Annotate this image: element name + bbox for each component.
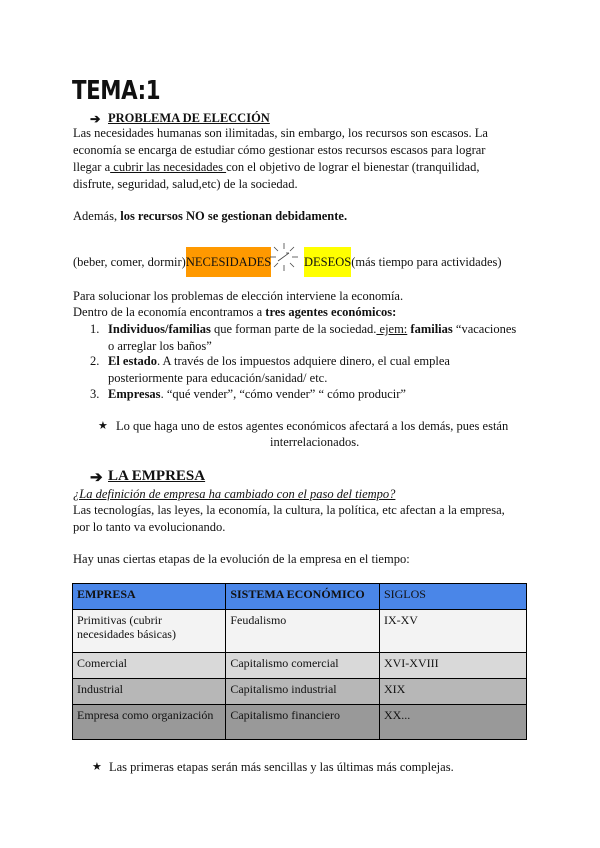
paragraph-line: Las tecnologías, las leyes, la economía, la cultura, la política, etc afectan a la empresa, [73, 503, 505, 517]
burst-icon [268, 242, 300, 272]
page-title: TEMA:1 [72, 76, 161, 106]
table-cell: Primitivas (cubrir necesidades básicas) [73, 610, 226, 653]
table-cell: XX... [379, 705, 526, 740]
document-page: TEMA:1 ➔ PROBLEMA DE ELECCIÓN Las necesidades humanas son ilimitadas, sin embargo, los recursos son escasos. La economía se encarga de estudiar cómo gestionar estos recursos escasos para lograr llegar a cubrir las necesidades con el objetivo de lograr el bienestar (tranquilidad, disfrute, seguridad, salud,etc) de la sociedad. Además, los recursos NO se gestionan debidamente. (beber, comer, dormir)NECESIDADES DESEOS(más tiempo para actividades) Para solucionar los problemas de elección interviene la economía. Dentro de la economía encontramos a tres agentes económicos: 1. Individuos/familias que forman parte de la sociedad. ejem: familias “vacaciones o arreglar los baños” 2. El estado. A través de los impuestos adquiere dinero, el cual emplea posteriormente para educación/sanidad/ etc. 3. Empresas. “qué vender”, “cómo vender” “ cómo producir” ★ Lo que haga uno de estos agentes económicos afectará a los demás, pues están interrelacionados. ➔ LA EMPRESA ¿La definición de empresa ha cambiado con el paso del tiempo? Las tecnologías, las leyes, la economía, la cultura, la política, etc afectan a la empresa, por lo tanto va evolucionando. Hay unas ciertas etapas de la evolución de la empresa en el tiempo: EMPRESA SISTEMA ECONÓMICO SIGLOS Primitivas (cubrir necesidades básicas) Feudalismo IX-XV Comercial Capitalismo comercial XVI-XVIII Industrial Capitalismo industrial XIX Empresa como organización Capitalismo financiero XX... ★ Las primeras etapas serán más sencillas y las últimas más complejas. [0, 0, 600, 848]
table-row [73, 653, 527, 679]
table-header-cell: SISTEMA ECONÓMICO [226, 584, 380, 610]
needs-wants-line: (beber, comer, dormir)NECESIDADES [73, 255, 271, 270]
arrow-icon: ➔ [90, 470, 103, 486]
table-cell: XVI-XVIII [379, 653, 526, 679]
star-icon: ★ [92, 761, 102, 773]
paragraph-line: economía se encarga de estudiar cómo gestionar estos recursos escasos para lograr [73, 143, 486, 157]
paragraph-line: Además, los recursos NO se gestionan debidamente. [73, 209, 348, 223]
table-header-row [73, 584, 527, 610]
note-line: interrelacionados. [270, 435, 360, 449]
table-cell: Industrial [73, 679, 226, 705]
table-cell: Capitalismo industrial [226, 679, 380, 705]
table-row [73, 679, 527, 705]
paragraph-line: Para solucionar los problemas de elección interviene la economía. [73, 289, 404, 303]
paragraph-line: Hay unas ciertas etapas de la evolución de la empresa en el tiempo: [73, 552, 410, 566]
paragraph-line: Las necesidades humanas son ilimitadas, sin embargo, los recursos son escasos. La [73, 126, 488, 140]
wants-highlight: DESEOS [304, 247, 351, 277]
table-row [73, 610, 527, 653]
question-line: ¿La definición de empresa ha cambiado con el paso del tiempo? [73, 487, 396, 501]
paragraph-line: Dentro de la economía encontramos a tres agentes económicos: [73, 305, 397, 319]
paragraph-line: llegar a cubrir las necesidades con el objetivo de lograr el bienestar (tranquilidad, [73, 160, 480, 174]
table-cell: Feudalismo [226, 610, 380, 653]
table-cell: Capitalismo financiero [226, 705, 380, 740]
note-line: Las primeras etapas serán más sencillas y las últimas más complejas. [109, 760, 454, 774]
table-cell: Capitalismo comercial [226, 653, 380, 679]
paragraph-line: disfrute, seguridad, salud,etc) de la sociedad. [73, 177, 298, 191]
note-line: Lo que haga uno de estos agentes económicos afectará a los demás, pues están [116, 419, 509, 433]
table-header-cell: SIGLOS [379, 584, 526, 610]
table-cell: Empresa como organización [73, 705, 226, 740]
star-icon: ★ [98, 420, 108, 432]
arrow-icon: ➔ [90, 112, 101, 126]
needs-highlight: NECESIDADES [186, 247, 271, 277]
table-row [73, 705, 527, 740]
table-cell: XIX [379, 679, 526, 705]
paragraph-line: por lo tanto va evolucionando. [73, 520, 226, 534]
wants-line: DESEOS(más tiempo para actividades) [304, 255, 502, 270]
evolution-table [72, 583, 527, 740]
table-header-cell: EMPRESA [73, 584, 226, 610]
table-cell: IX-XV [379, 610, 526, 653]
table-cell: Comercial [73, 653, 226, 679]
